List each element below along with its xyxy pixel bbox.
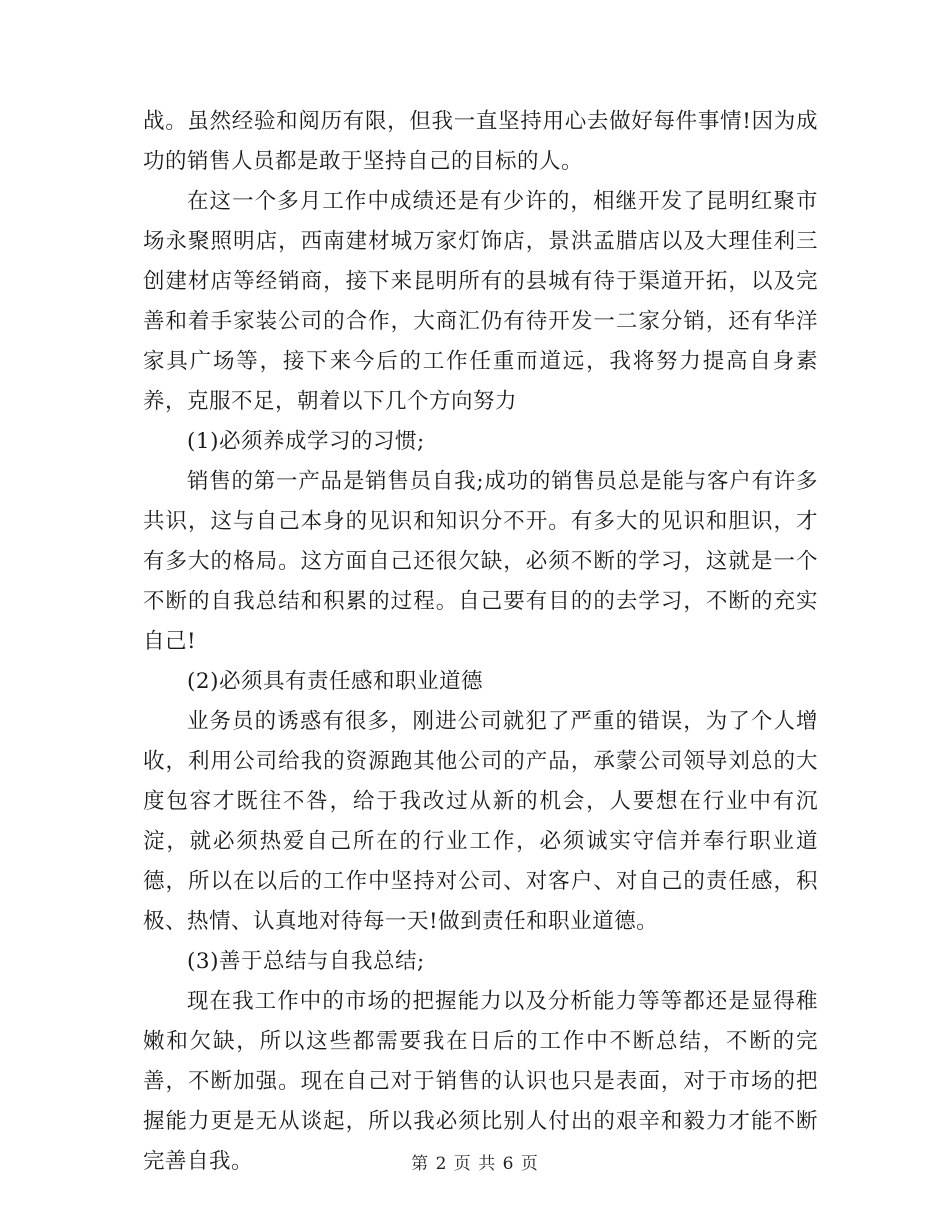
document-body bbox=[143, 102, 818, 1182]
paragraph-continuation: 战。虽然经验和阅历有限，但我一直坚持用心去做好每件事情!因为成功的销售人员都是敢于坚持自己的目标的人。 bbox=[143, 109, 818, 174]
heading-summarizing: (3)善于总结与自我总结; bbox=[187, 949, 425, 974]
heading-responsibility: (2)必须具有责任感和职业道德 bbox=[187, 669, 483, 694]
paragraph-summarizing: 现在我工作中的市场的把握能力以及分析能力等等都还是显得稚嫩和欠缺，所以这些都需要我在日后的工作中不断总结，不断的完善，不断加强。现在自己对于销售的认识也只是表面，对于市场的把握能力更是无从谈起，所以我必须比别人付出的艰辛和毅力才能不断完善自我。 bbox=[143, 989, 818, 1174]
heading-learning-habit: (1)必须养成学习的习惯; bbox=[187, 429, 425, 454]
paragraph-learning: 销售的第一产品是销售员自我;成功的销售员总是能与客户有许多共识，这与自己本身的见识和知识分不开。有多大的见识和胆识，才有多大的格局。这方面自己还很欠缺，必须不断的学习，这就是一个不断的自我总结和积累的过程。自己要有目的的去学习，不断的充实自己! bbox=[143, 469, 818, 654]
paragraph-achievements: 在这一个多月工作中成绩还是有少许的，相继开发了昆明红聚市场永聚照明店，西南建材城万家灯饰店，景洪孟腊店以及大理佳利三创建材店等经销商，接下来昆明所有的县城有待于渠道开拓，以及完善和着手家装公司的合作，大商汇仍有待开发一二家分销，还有华洋家具广场等，接下来今后的工作任重而道远，我将努力提高自身素养，克服不足，朝着以下几个方向努力 bbox=[143, 189, 818, 414]
page-number-footer: 第 2 页 共 6 页 bbox=[411, 1154, 539, 1174]
paragraph-responsibility: 业务员的诱惑有很多，刚进公司就犯了严重的错误，为了个人增收，利用公司给我的资源跑其他公司的产品，承蒙公司领导刘总的大度包容才既往不咎，给于我改过从新的机会，人要想在行业中有沉淀，就必须热爱自己所在的行业工作，必须诚实守信并奉行职业道德，所以在以后的工作中坚持对公司、对客户、对自己的责任感，积极、热情、认真地对待每一天!做到责任和职业道德。 bbox=[143, 709, 818, 934]
